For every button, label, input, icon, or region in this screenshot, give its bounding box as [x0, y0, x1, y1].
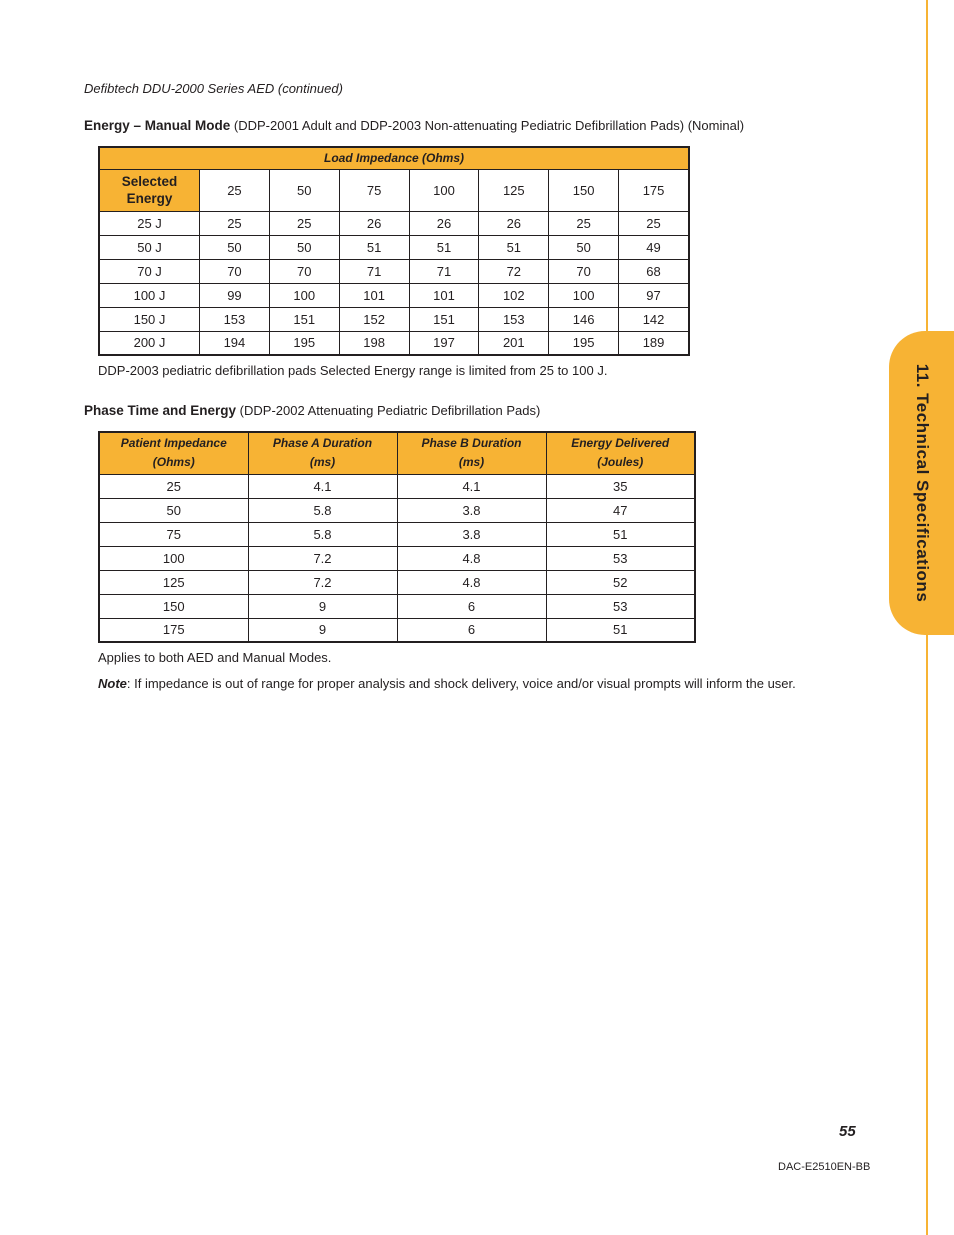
- impedance-column-header: 125: [479, 169, 549, 211]
- table-cell: 142: [619, 307, 689, 331]
- table-row: [99, 283, 689, 307]
- table-row: [99, 235, 689, 259]
- table-cell: 25: [200, 211, 270, 235]
- table-cell: 71: [409, 259, 479, 283]
- table-row: [99, 331, 689, 355]
- impedance-column-header: 50: [269, 169, 339, 211]
- table-cell: 201: [479, 331, 549, 355]
- table-cell: 50: [99, 498, 248, 522]
- table-cell: 195: [549, 331, 619, 355]
- table-cell: 25: [269, 211, 339, 235]
- table-cell: 146: [549, 307, 619, 331]
- impedance-column-header: 175: [619, 169, 689, 211]
- table-cell: 99: [200, 283, 270, 307]
- phase-b-duration-header: [397, 432, 546, 474]
- table-cell: 4.1: [248, 474, 397, 498]
- table-cell: 50: [269, 235, 339, 259]
- table-row: [99, 259, 689, 283]
- table-cell: 125: [99, 570, 248, 594]
- document-code: DAC-E2510EN-BB: [778, 1161, 871, 1173]
- table-cell: 9: [248, 618, 397, 642]
- table-cell: 4.8: [397, 546, 546, 570]
- header-line: Phase B Duration: [421, 436, 522, 451]
- table-cell: 70: [269, 259, 339, 283]
- section-title-phase-time: [84, 403, 540, 418]
- table-cell: 100: [549, 283, 619, 307]
- table-cell: 150 J: [99, 307, 200, 331]
- table-row: [99, 211, 689, 235]
- table-cell: 151: [269, 307, 339, 331]
- table-cell: 51: [546, 522, 695, 546]
- table-cell: 101: [409, 283, 479, 307]
- note-text: : If impedance is out of range for proper analysis and shock delivery, voice and/or visual prompts will inform the user.: [126, 676, 796, 691]
- table-row: [99, 522, 695, 546]
- header-unit: (ms): [309, 455, 336, 470]
- table-cell: 9: [248, 594, 397, 618]
- table-cell: 70 J: [99, 259, 200, 283]
- phase-time-energy-table: [98, 431, 696, 643]
- table-cell: 200 J: [99, 331, 200, 355]
- table-cell: 102: [479, 283, 549, 307]
- running-head: Defibtech DDU-2000 Series AED (continued): [84, 81, 343, 96]
- table-cell: 26: [409, 211, 479, 235]
- table-cell: 198: [339, 331, 409, 355]
- patient-impedance-header: [99, 432, 248, 474]
- section-title-rest: (DDP-2001 Adult and DDP-2003 Non-attenuating Pediatric Defibrillation Pads) (Nominal): [230, 118, 745, 133]
- chapter-side-tab-label: 11. Technical Specifications: [912, 363, 932, 603]
- table-row: [99, 307, 689, 331]
- section-title-bold: Phase Time and Energy: [84, 403, 237, 418]
- table-cell: 194: [200, 331, 270, 355]
- table-cell: 152: [339, 307, 409, 331]
- header-unit: (Joules): [597, 455, 644, 470]
- applies-footnote: Applies to both AED and Manual Modes.: [98, 650, 332, 665]
- impedance-note: [98, 676, 796, 691]
- table-cell: 53: [546, 594, 695, 618]
- header-line: Patient Impedance: [120, 436, 227, 451]
- table-cell: 50: [549, 235, 619, 259]
- table-cell: 53: [546, 546, 695, 570]
- table-row: [99, 546, 695, 570]
- table-cell: 175: [99, 618, 248, 642]
- table-cell: 100: [99, 546, 248, 570]
- table-cell: 97: [619, 283, 689, 307]
- table-cell: 5.8: [248, 522, 397, 546]
- table-row: [99, 498, 695, 522]
- pediatric-energy-footnote: DDP-2003 pediatric defibrillation pads Selected Energy range is limited from 25 to 100 J.: [98, 363, 608, 378]
- table-cell: 7.2: [248, 570, 397, 594]
- table-cell: 47: [546, 498, 695, 522]
- table-cell: 25: [619, 211, 689, 235]
- energy-manual-mode-table: [98, 146, 690, 356]
- chapter-side-tab: [889, 331, 954, 635]
- table-cell: 70: [200, 259, 270, 283]
- table-cell: 150: [99, 594, 248, 618]
- table-cell: 26: [479, 211, 549, 235]
- table-cell: 50 J: [99, 235, 200, 259]
- table-row: [99, 570, 695, 594]
- table-row: [99, 474, 695, 498]
- table-cell: 25 J: [99, 211, 200, 235]
- table-cell: 25: [549, 211, 619, 235]
- table-cell: 3.8: [397, 522, 546, 546]
- table-cell: 4.8: [397, 570, 546, 594]
- header-line: Energy Delivered: [571, 436, 670, 451]
- table-cell: 51: [339, 235, 409, 259]
- table-cell: 100 J: [99, 283, 200, 307]
- section-title-bold: Energy – Manual Mode: [84, 118, 231, 133]
- table-cell: 6: [397, 618, 546, 642]
- header-unit: (Ohms): [152, 455, 195, 470]
- table-cell: 70: [549, 259, 619, 283]
- selected-energy-header: [99, 169, 200, 211]
- impedance-column-header: 25: [200, 169, 270, 211]
- table-cell: 100: [269, 283, 339, 307]
- energy-delivered-header: [546, 432, 695, 474]
- table-cell: 153: [200, 307, 270, 331]
- impedance-column-header: 150: [549, 169, 619, 211]
- table-cell: 3.8: [397, 498, 546, 522]
- table-cell: 51: [546, 618, 695, 642]
- header-line: Phase A Duration: [272, 436, 373, 451]
- section-title-energy-manual: [84, 118, 744, 133]
- table-cell: 189: [619, 331, 689, 355]
- selected-energy-header-line1: Selected: [121, 174, 178, 189]
- table-cell: 151: [409, 307, 479, 331]
- section-title-rest: (DDP-2002 Attenuating Pediatric Defibrillation Pads): [236, 403, 541, 418]
- table-row: [99, 594, 695, 618]
- table-cell: 101: [339, 283, 409, 307]
- table-cell: 35: [546, 474, 695, 498]
- phase-a-duration-header: [248, 432, 397, 474]
- table-cell: 4.1: [397, 474, 546, 498]
- table-cell: 6: [397, 594, 546, 618]
- table-cell: 50: [200, 235, 270, 259]
- table-cell: 25: [99, 474, 248, 498]
- impedance-column-header: 100: [409, 169, 479, 211]
- table-cell: 68: [619, 259, 689, 283]
- table-cell: 153: [479, 307, 549, 331]
- table-cell: 71: [339, 259, 409, 283]
- table-cell: 197: [409, 331, 479, 355]
- table-cell: 51: [409, 235, 479, 259]
- table-cell: 51: [479, 235, 549, 259]
- table-cell: 75: [99, 522, 248, 546]
- table-cell: 49: [619, 235, 689, 259]
- page-number: 55: [839, 1123, 856, 1140]
- table-cell: 52: [546, 570, 695, 594]
- impedance-column-header: 75: [339, 169, 409, 211]
- table-cell: 195: [269, 331, 339, 355]
- table-cell: 26: [339, 211, 409, 235]
- selected-energy-header-line2: Energy: [126, 191, 173, 206]
- table-cell: 7.2: [248, 546, 397, 570]
- note-label: Note: [98, 676, 127, 691]
- table-cell: 72: [479, 259, 549, 283]
- load-impedance-header: Load Impedance (Ohms): [99, 147, 689, 169]
- table-cell: 5.8: [248, 498, 397, 522]
- table-row: [99, 618, 695, 642]
- header-unit: (ms): [458, 455, 485, 470]
